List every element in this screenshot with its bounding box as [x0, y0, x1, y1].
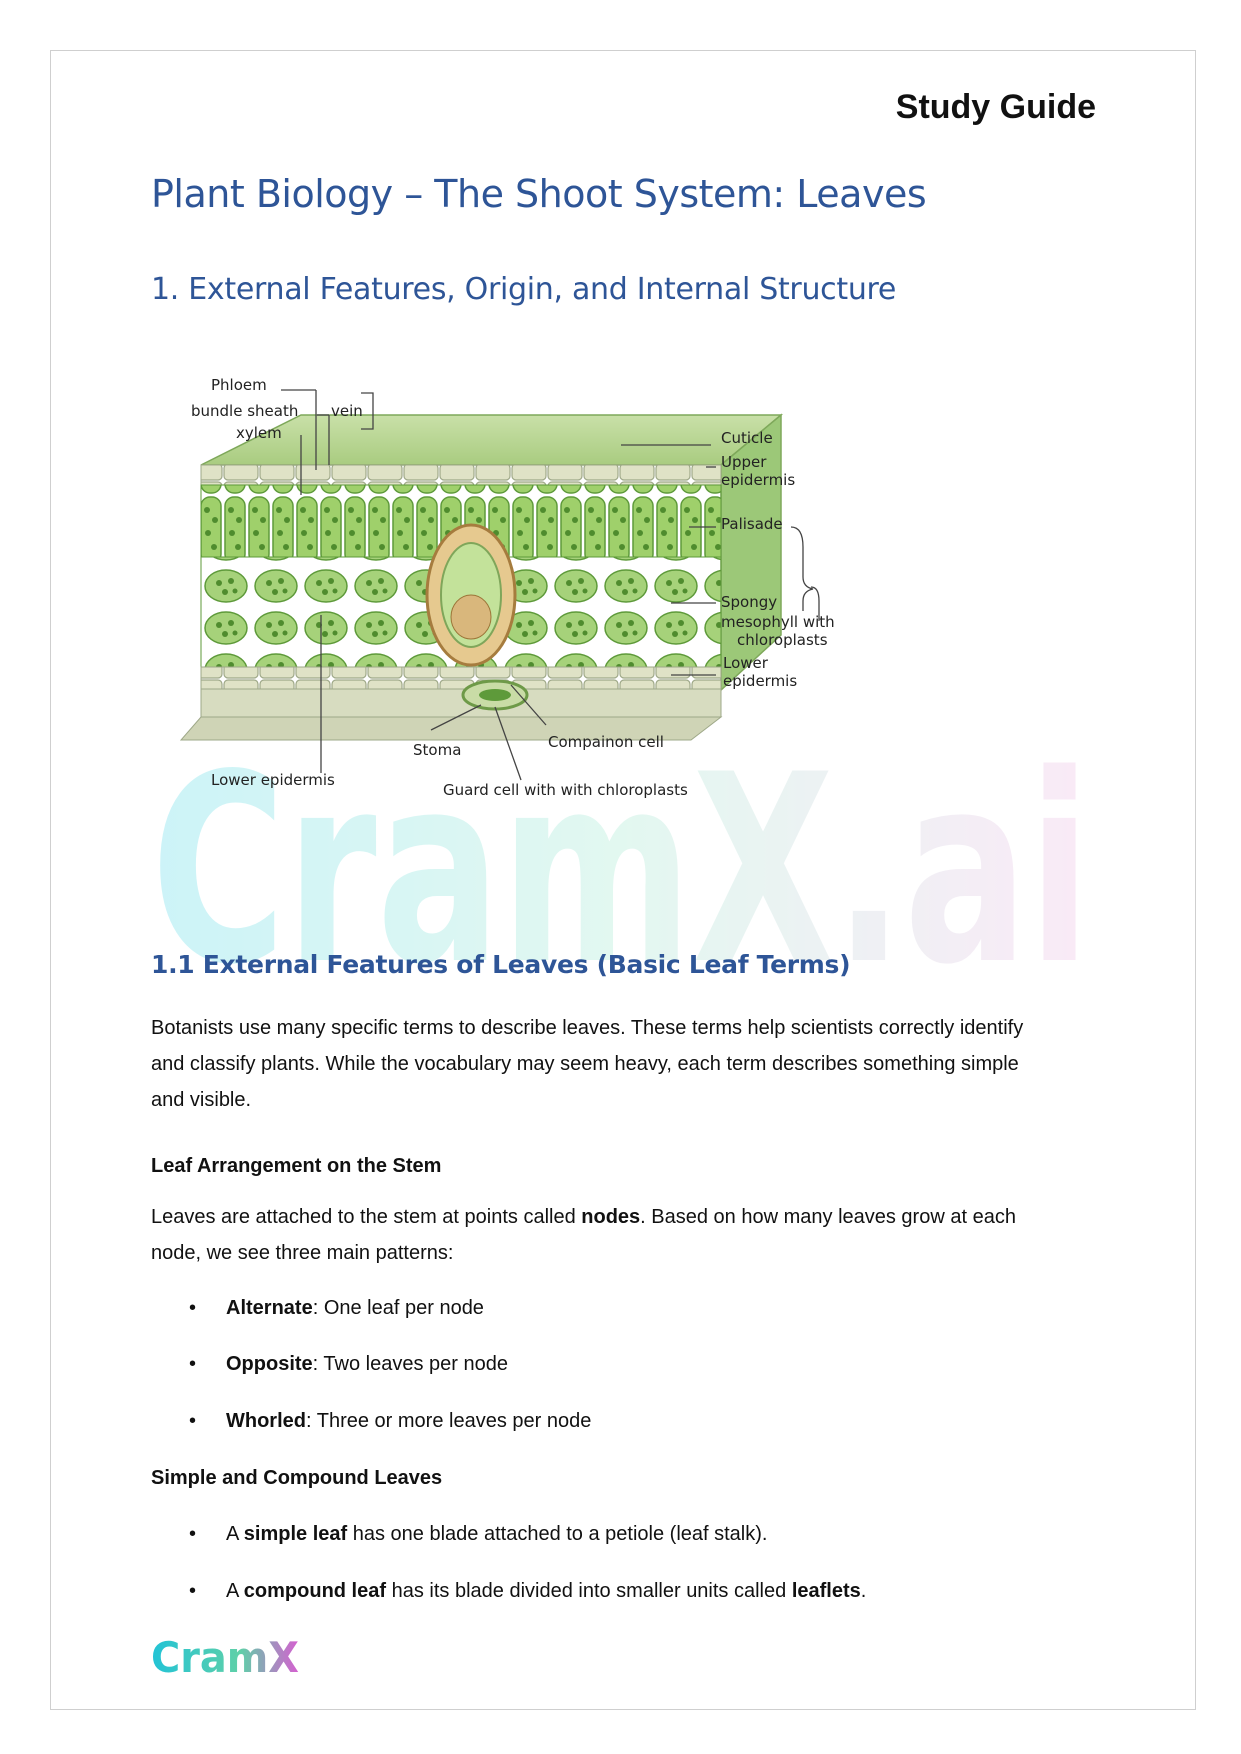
label-cuticle: Cuticle: [721, 429, 773, 447]
bold-term-leaflets: leaflets: [791, 1580, 861, 1602]
label-xylem: xylem: [236, 424, 282, 442]
label-spongy-1: Spongy: [721, 593, 778, 611]
logo-text: CramX: [151, 1633, 299, 1682]
bullet-desc: : One leaf per node: [312, 1297, 484, 1319]
label-vein: vein: [331, 402, 363, 420]
simple-compound-heading: Simple and Compound Leaves: [151, 1467, 443, 1489]
label-lower-epidermis-r1: Lower: [723, 654, 768, 672]
cramx-logo: [151, 1632, 301, 1682]
text-span: has one blade attached to a petiole (leaf stalk).: [347, 1523, 768, 1545]
bullet-dot: •: [189, 1410, 197, 1432]
bold-term-compound-leaf: compound leaf: [243, 1580, 387, 1602]
bullet-dot: •: [189, 1523, 197, 1545]
text-span: . Based on how many leaves grow at each: [640, 1206, 1016, 1228]
arrangement-line-2: node, we see three main patterns:: [151, 1242, 454, 1264]
bullet-dot: •: [189, 1297, 197, 1319]
label-palisade: Palisade: [721, 515, 783, 533]
label-companion-cell: Compainon cell: [548, 733, 664, 751]
text-span: has its blade divided into smaller units called: [386, 1580, 792, 1602]
text-span: A: [226, 1523, 244, 1545]
label-upper-epidermis-1: Upper: [721, 453, 767, 471]
bullet-term: Opposite: [226, 1353, 313, 1375]
bullet-term: Alternate: [226, 1297, 313, 1319]
bullet-dot: •: [189, 1580, 197, 1602]
bullet-desc: : Two leaves per node: [312, 1353, 508, 1375]
text-span: A: [226, 1580, 244, 1602]
label-bundle-sheath: bundle sheath: [191, 402, 299, 420]
label-stoma: Stoma: [413, 741, 462, 759]
label-phloem: Phloem: [211, 376, 267, 394]
label-spongy-2: mesophyll with: [721, 613, 835, 631]
intro-line-3: and visible.: [151, 1089, 252, 1111]
intro-paragraph: [151, 1010, 1096, 1118]
bullet-dot: •: [189, 1353, 197, 1375]
label-spongy-3: chloroplasts: [737, 631, 828, 649]
bullet-desc: : Three or more leaves per node: [306, 1410, 592, 1432]
label-upper-epidermis-2: epidermis: [721, 471, 796, 489]
label-lower-epidermis-r2: epidermis: [723, 672, 798, 690]
arrangement-heading: Leaf Arrangement on the Stem: [151, 1155, 442, 1177]
header-label: Study Guide: [895, 88, 1096, 126]
bullet-term: Whorled: [226, 1410, 306, 1432]
label-guard-cell: Guard cell with with chloroplasts: [443, 781, 688, 799]
document-title: Plant Biology – The Shoot System: Leaves: [151, 172, 927, 216]
leaf-cross-section-figure: [151, 355, 915, 855]
watermark-text: CramX.ai: [151, 760, 1091, 1000]
label-lower-epidermis-left: Lower epidermis: [211, 771, 335, 789]
intro-line-1: Botanists use many specific terms to describe leaves. These terms help scientists correctly identify: [151, 1017, 1024, 1039]
bold-term-nodes: nodes: [581, 1206, 641, 1228]
subsection-heading: 1.1 External Features of Leaves (Basic Leaf Terms): [151, 950, 851, 979]
bold-term-simple-leaf: simple leaf: [243, 1523, 348, 1545]
section-heading: 1. External Features, Origin, and Internal Structure: [151, 272, 897, 307]
arrangement-line-1: [151, 1199, 1096, 1235]
arrangement-paragraph: [151, 1199, 1096, 1271]
text-span: .: [860, 1580, 867, 1602]
text-span: Leaves are attached to the stem at points called: [151, 1206, 582, 1228]
intro-line-2: and classify plants. While the vocabulary may seem heavy, each term describes something simple: [151, 1053, 1019, 1075]
